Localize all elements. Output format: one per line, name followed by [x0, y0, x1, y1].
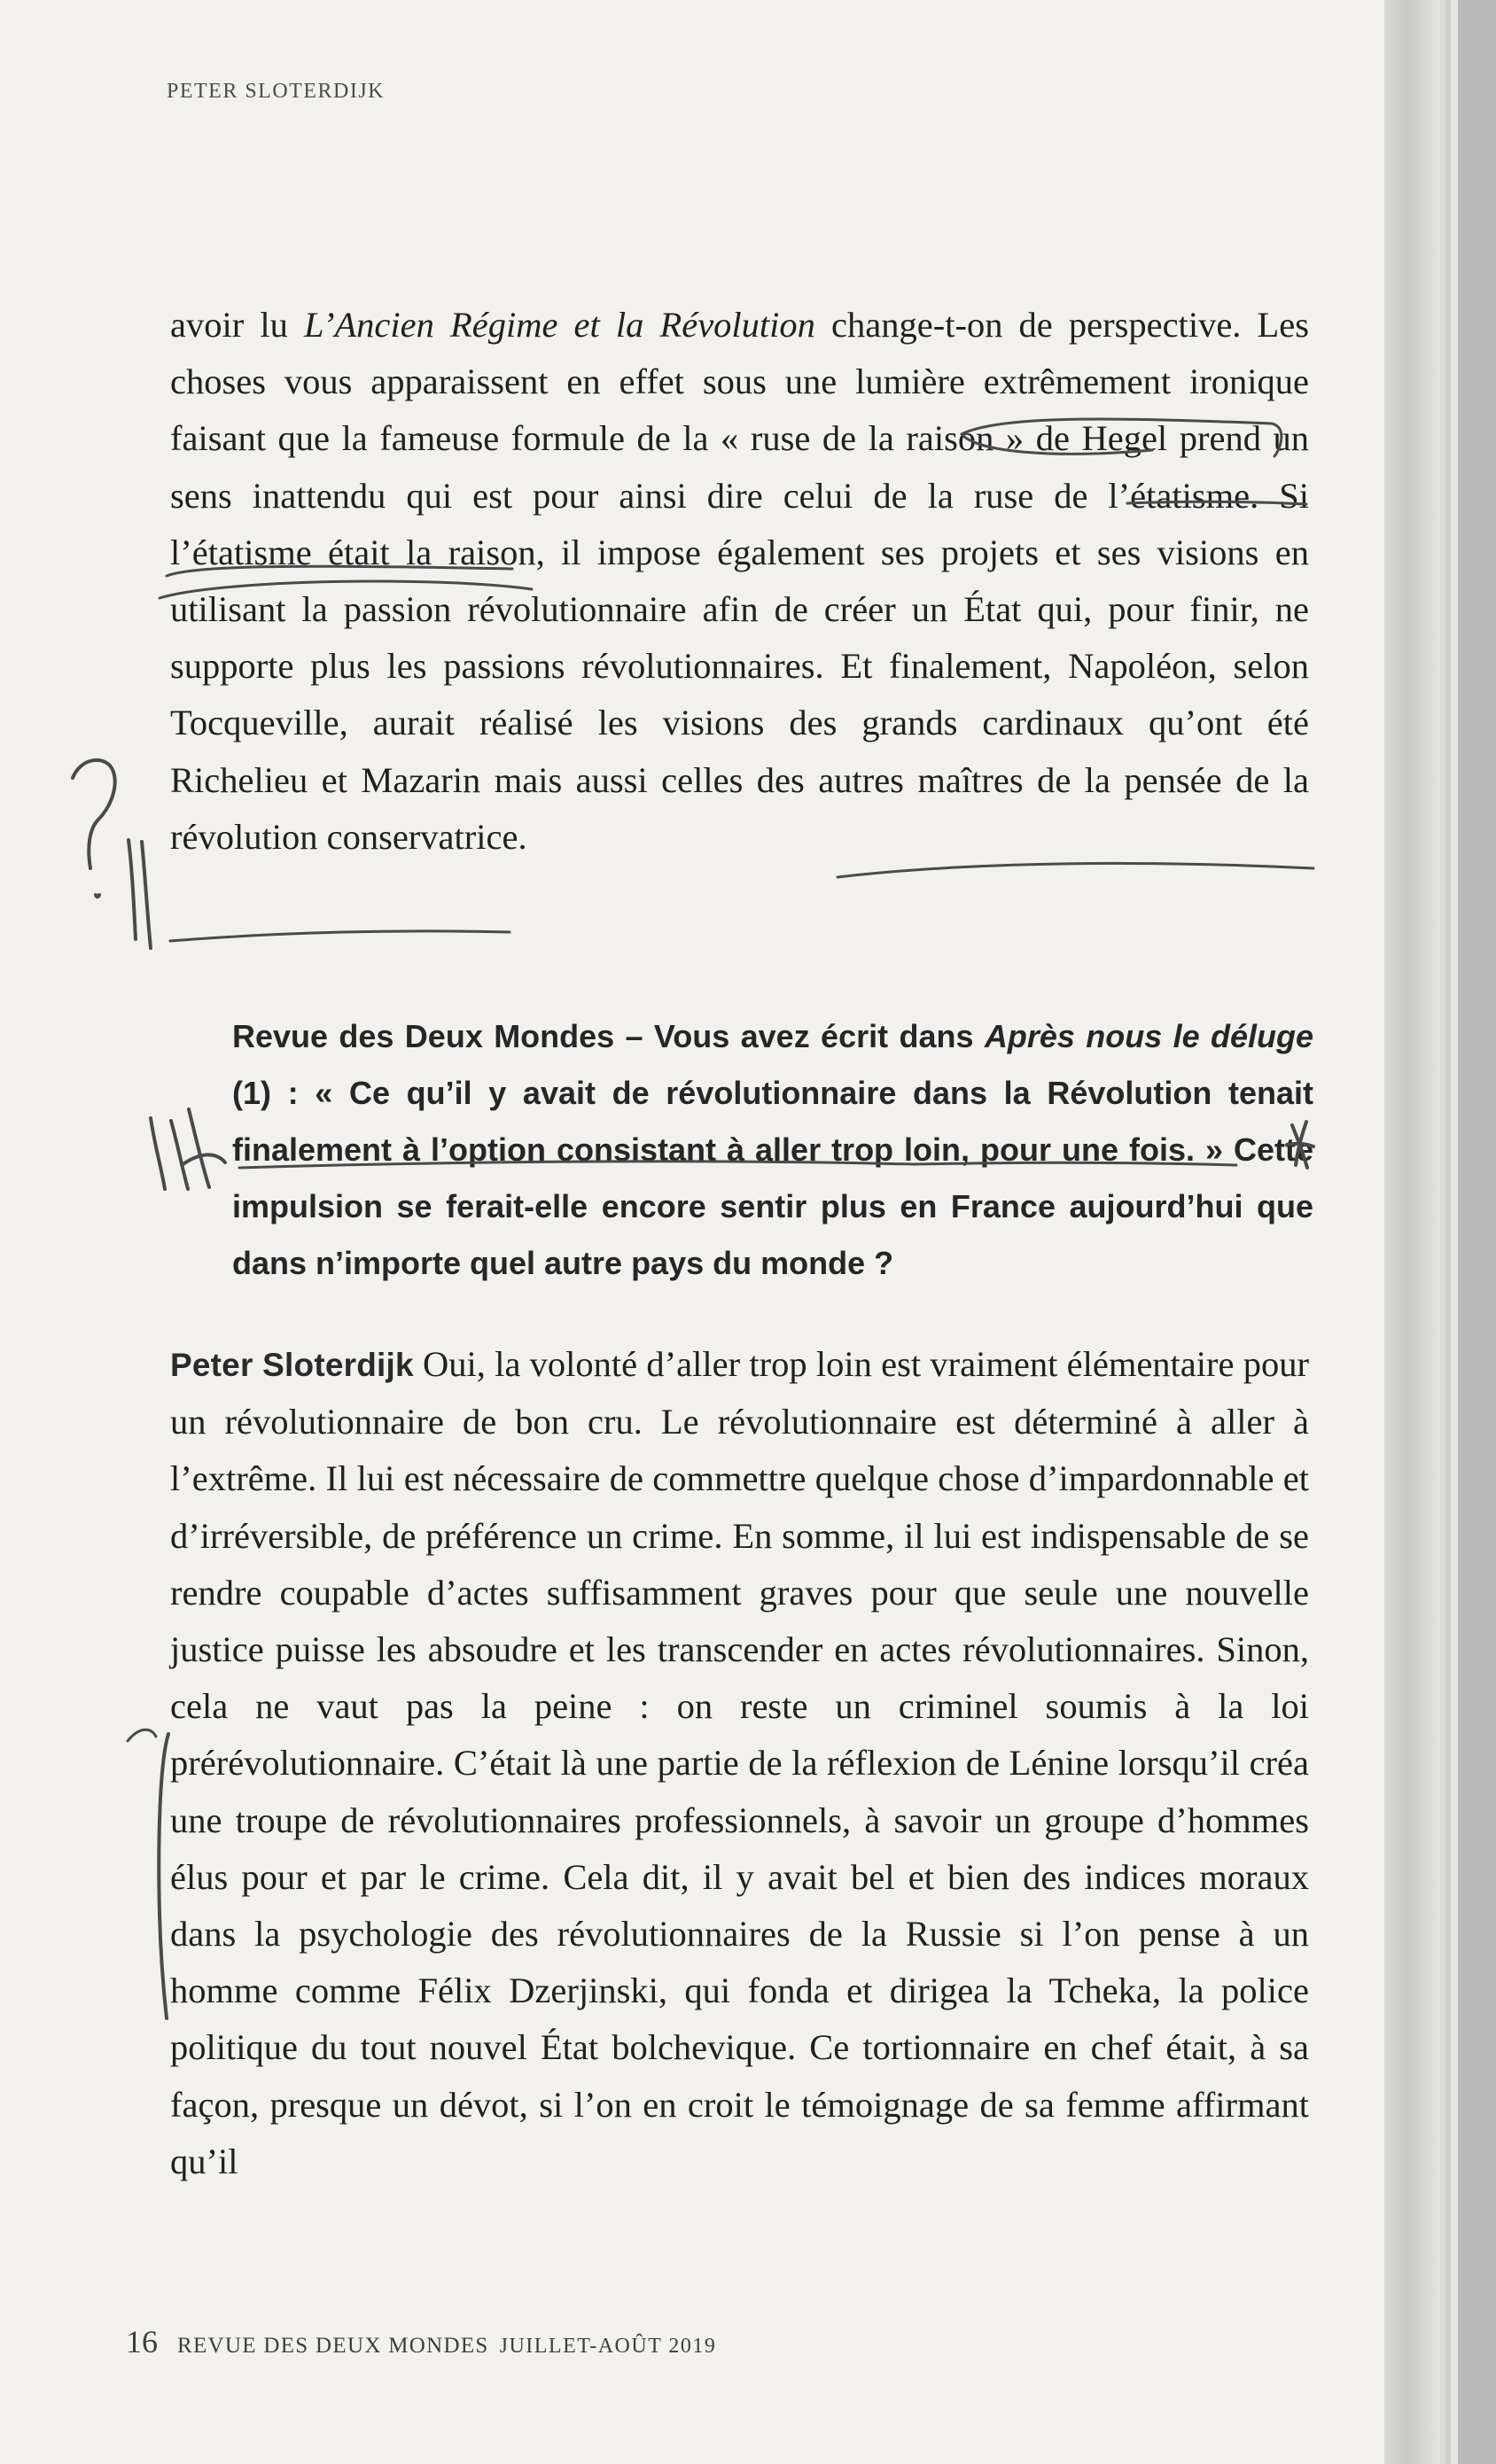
interview-question [232, 1008, 1313, 1292]
answer-speaker: Peter Sloterdijk [170, 1347, 414, 1383]
question-after-title: (1) : « Ce qu’il y avait de révolutionnaire dans la Révolution tenait finalement à l’option consistant à aller trop loin, pour une fois. » Cette impulsion se ferait-elle encore sentir plus en France aujourd’hui que dans n’importe quel autre pays du monde ? [232, 1075, 1313, 1281]
pencil-underline-revolution-conservatrice [170, 863, 1313, 941]
intro-after-title: change-t-on de perspective. Les choses vous apparaissent en effet sous une lumière extrêmement ironique faisant que la fameuse formule de la « ruse de la raison » de Hegel prend un sens inattendu qui est pour ainsi dire celui de la ruse de l’étatisme. Si l’étatisme était la raison, il impose également ses projets et ses visions en utilisant la passion révolutionnaire afin de créer un État qui, pour finir, ne supporte plus les passions révolutionnaires. Et finalement, Napoléon, selon Tocqueville, aurait réalisé les visions des grands cardinaux qu’ont été Richelieu et Mazarin mais aussi celles des autres maîtres de la pensée de la révolution conservatrice. [170, 305, 1309, 857]
question-book-title: Après nous le déluge [984, 1018, 1313, 1054]
pencil-question-mark [73, 760, 115, 897]
interview-answer [170, 1336, 1309, 2190]
pencil-margin-bars [129, 840, 151, 948]
intro-paragraph-text [170, 297, 1309, 866]
answer-text: Oui, la volonté d’aller trop loin est vraiment élémentaire pour un révolutionnaire de bon cru. Le révolutionnaire est déterminé à aller à l’extrême. Il lui est nécessaire de commettre quelque chose d’impardonnable et d’irréversible, de préférence un crime. En somme, il lui est indispensable de se rendre coupable d’actes suffisamment graves pour que seule une nouvelle justice puisse les absoudre et les transcender en actes révolutionnaires. Sinon, cela ne vaut pas la peine : on reste un criminel soumis à la loi prérévolutionnaire. C’était là une partie de la réflexion de Lénine lorsqu’il créa une troupe de révolutionnaires professionnels, à savoir un groupe d’hommes élus pour et par le crime. Cela dit, il y avait bel et bien des indices moraux dans la psychologie des révolutionnaires de la Russie si l’on pense à un homme comme Félix Dzerjinski, qui fonda et dirigea la Tcheka, la police politique du tout nouvel État bolchevique. Ce tortionnaire en chef était, à sa façon, presque un dévot, si l’on en croit le témoignage de sa femme affirmant qu’il [170, 1344, 1309, 2181]
question-lead: Revue des Deux Mondes – Vous avez écrit dans [232, 1018, 985, 1054]
intro-before-title: avoir lu [170, 305, 304, 345]
pencil-hook-answer [128, 1729, 156, 1741]
page-number: 16 [126, 2324, 158, 2359]
intro-book-title: L’Ancien Régime et la Révolution [303, 305, 815, 345]
intro-paragraph [170, 297, 1309, 866]
page-footer [126, 2323, 716, 2360]
pencil-margin-mark-question [151, 1109, 225, 1189]
issue-date: JUILLET-AOÛT 2019 [499, 2335, 717, 2358]
page-edge-stack [1384, 0, 1440, 2464]
running-head: PETER SLOTERDIJK [167, 80, 385, 103]
pencil-margin-bracket-answer [159, 1734, 168, 2018]
answer-paragraph [170, 1336, 1309, 2190]
journal-name: REVUE DES DEUX MONDES [177, 2334, 489, 2358]
